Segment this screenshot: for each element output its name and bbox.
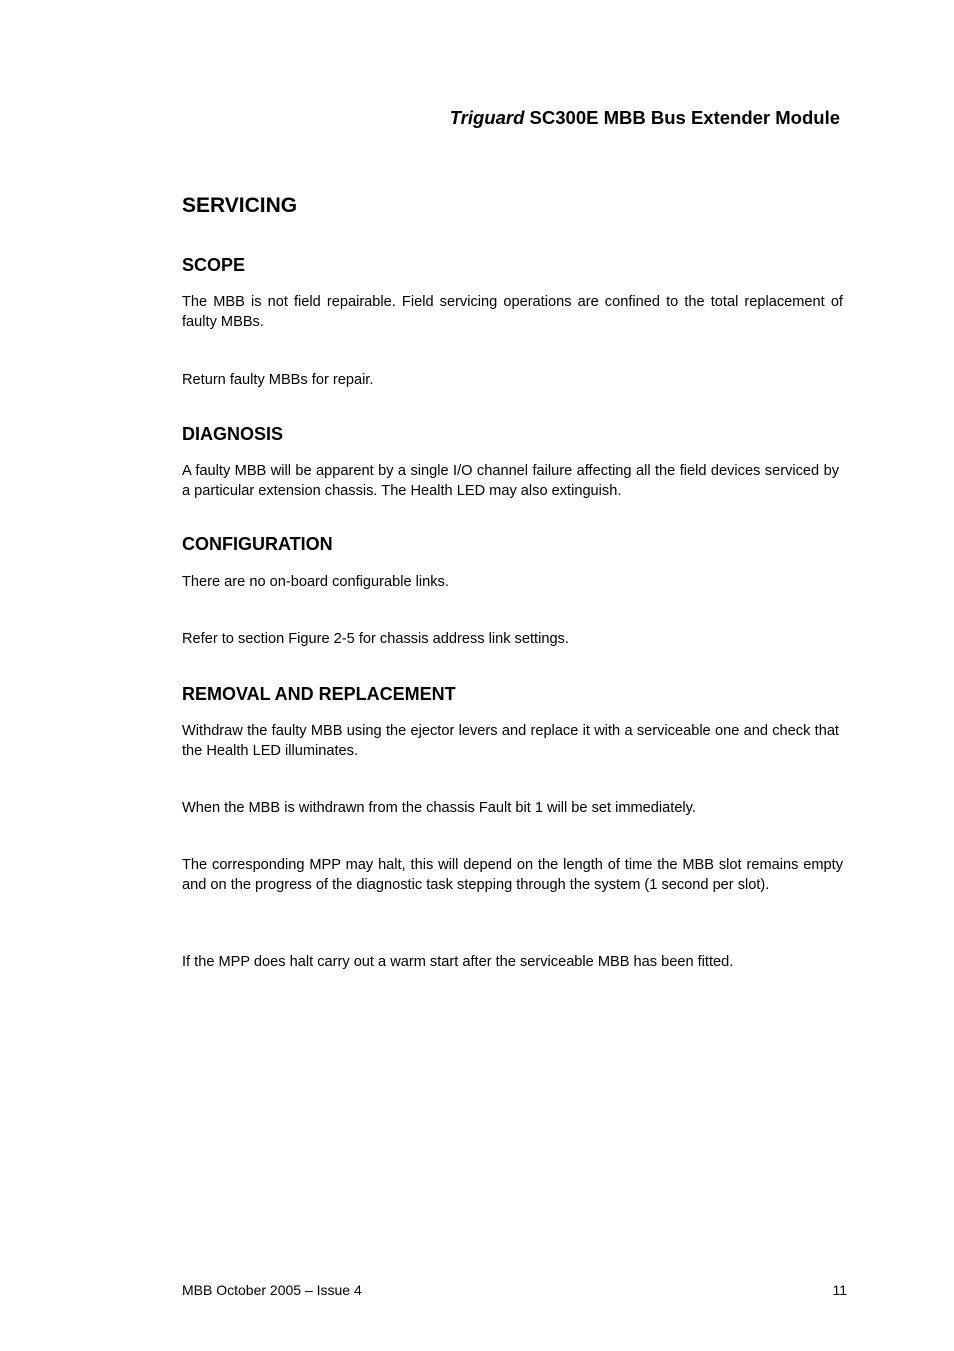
configuration-paragraph-1: There are no on-board configurable links. — [182, 574, 449, 590]
scope-paragraph-1: The MBB is not field repairable. Field servicing operations are confined to the total replacement of faulty MBBs. — [182, 294, 843, 330]
header-title: SC300E MBB Bus Extender Module — [529, 107, 840, 128]
removal-paragraph-2: When the MBB is withdrawn from the chassis Fault bit 1 will be set immediately. — [182, 800, 696, 816]
removal-paragraph-4: If the MPP does halt carry out a warm start after the serviceable MBB has been fitted. — [182, 954, 734, 970]
footer-document-info: MBB October 2005 – Issue 4 — [182, 1282, 362, 1298]
footer-page-number: 11 — [832, 1282, 847, 1298]
scope-paragraph-2: Return faulty MBBs for repair. — [182, 372, 374, 388]
removal-paragraph-3: The corresponding MPP may halt, this will depend on the length of time the MBB slot remains empty and on the progress of the diagnostic task stepping through the system (1 second per slot). — [182, 857, 843, 893]
header-brand: Triguard — [449, 107, 525, 128]
removal-paragraph-1: Withdraw the faulty MBB using the ejector levers and replace it with a serviceable one and check that the Health LED illuminates. — [182, 723, 839, 759]
diagnosis-heading: DIAGNOSIS — [182, 424, 284, 444]
scope-heading: SCOPE — [182, 255, 246, 275]
removal-heading: REMOVAL AND REPLACEMENT — [182, 684, 456, 704]
configuration-heading: CONFIGURATION — [182, 534, 333, 554]
diagnosis-paragraph-1: A faulty MBB will be apparent by a single I/O channel failure affecting all the field devices serviced by a particular extension chassis. The Health LED may also extinguish. — [182, 463, 839, 499]
running-header — [450, 107, 840, 129]
configuration-paragraph-2: Refer to section Figure 2-5 for chassis address link settings. — [182, 631, 569, 647]
section-title: SERVICING — [182, 194, 298, 217]
